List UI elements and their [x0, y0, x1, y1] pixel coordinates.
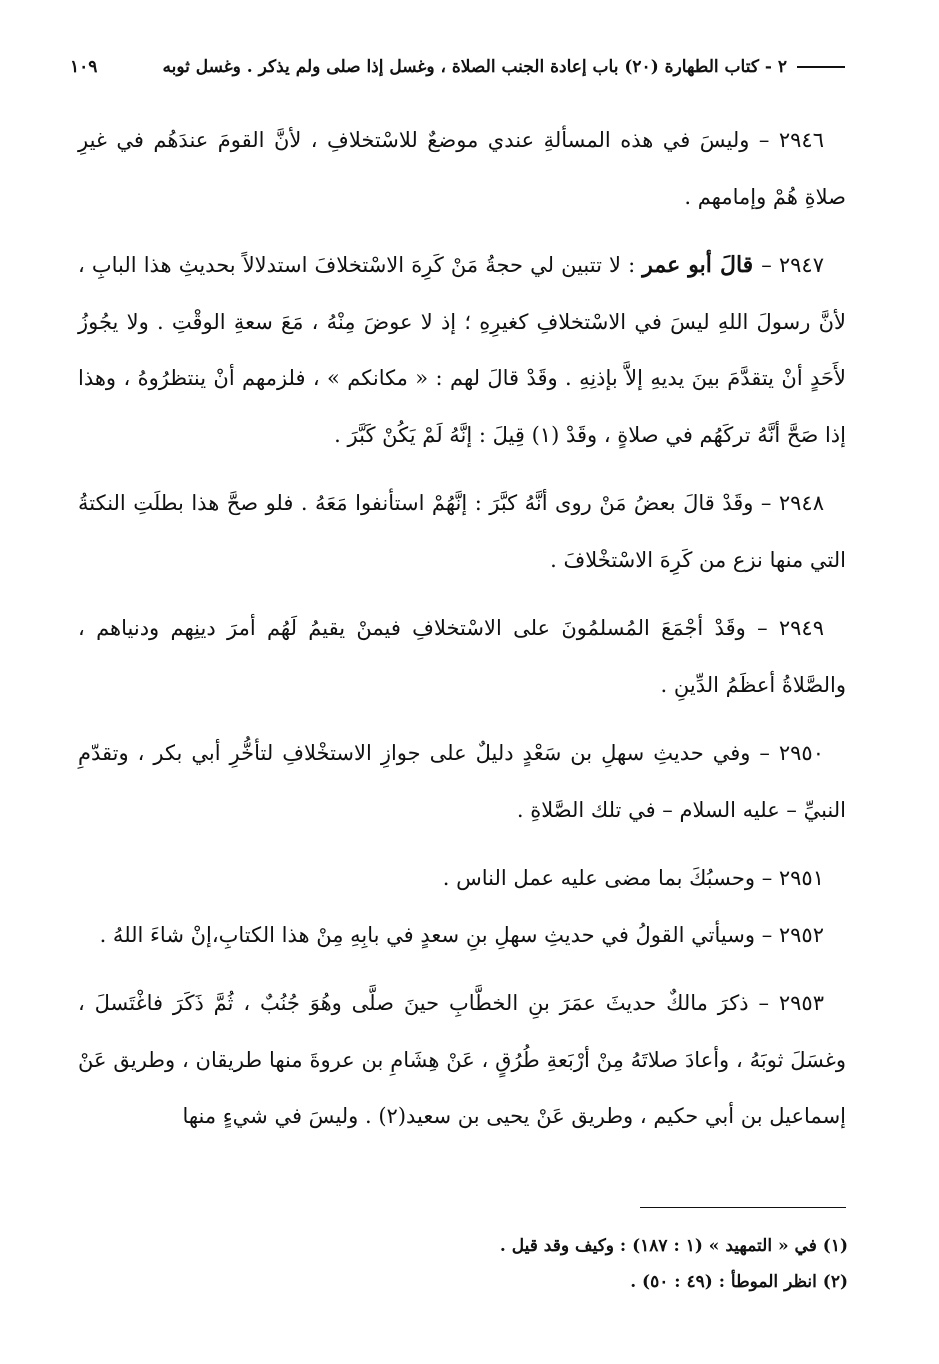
paragraph-2946 [78, 112, 846, 225]
paragraph-text: وليسَ في هذه المسألةِ عندي موضعٌ للاسْتخلافِ ، لأنَّ القومَ عندَهُم في غيرِ صلاةِ هُمْ وإمامهم . [78, 128, 846, 209]
paragraph-text: وحسبُكَ بما مضى عليه عمل الناس . [442, 866, 762, 890]
header-rule [797, 66, 845, 68]
page-number: ١٠٩ [70, 57, 98, 77]
paragraph-2950 [78, 725, 846, 838]
paragraph-2951 [78, 850, 846, 907]
main-text [78, 112, 846, 1157]
paragraph-2947 [78, 237, 846, 463]
paragraph-number: ٢٩٤٨ – [760, 491, 824, 515]
footnote-2: (٢) انظر الموطأ : (٤٩ : ٥٠) . [630, 1272, 848, 1292]
paragraph-text: : لا تتبين لي حجةُ مَنْ كَرِهَ الاسْتخلافَ استدلالاً بحديثِ هذا البابِ ، لأنَّ رسولَ اللهِ ليسَ في الاسْتخلافِ كغيرِهِ ؛ إذ لا عوضَ مِنْهُ ، مَعَ سعةِ الوقْتِ . ولا يجُوزُ لأَحَدٍ أنْ يتقدَّمَ بينَ يديهِ إلاَّ بإذنِهِ . وقَدْ قالَ لهم : « مكانكم » ، فلزمهم أنْ ينتظرُوهُ ، وهذا إذا صَحَّ أنَّهُ تركَهُم في صلاةٍ ، وقَدْ (١) قِيلَ : إنَّهُ لَمْ يَكُنْ كَبَّرَ . [78, 253, 846, 447]
paragraph-number: ٢٩٥٣ – [758, 991, 824, 1015]
running-title: ٢ - كتاب الطهارة (٢٠) باب إعادة الجنب الصلاة ، وغسل إذا صلى ولم يذكر . وغسل ثوبه [162, 57, 787, 77]
paragraph-2949 [78, 600, 846, 713]
paragraph-number: ٢٩٤٧ – [761, 253, 824, 277]
paragraph-2952 [78, 907, 846, 964]
footnote-divider [640, 1207, 846, 1208]
paragraph-number: ٢٩٤٩ – [757, 616, 824, 640]
paragraph-text: وقَدْ قالَ بعضُ مَنْ روى أنَّهُ كبَّرَ : إنَّهُمْ استأنفوا مَعَهُ . فلو صحَّ هذا بطلَتِ النكتةُ التي منها نزع من كَرِهَ الاسْتخْلافَ . [78, 491, 846, 572]
speaker-label: قالَ أبو عمر [642, 252, 762, 278]
paragraph-number: ٢٩٤٦ – [758, 128, 824, 152]
paragraph-number: ٢٩٥٢ – [761, 922, 824, 947]
paragraph-text: وقَدْ أجْمَعَ المُسلمُونَ على الاسْتخلافِ فيمنْ يقيمُ لَهُم أمرَ دينِهم ودنياهم ، والصَّلاةُ أعظَمُ الدِّينِ . [78, 616, 846, 697]
paragraph-2948 [78, 475, 846, 588]
paragraph-text: ذكرَ مالكٌ حديثَ عمَرَ بنِ الخطَّابِ حينَ صلَّى وهُوَ جُنُبٌ ، ثُمَّ ذَكَرَ فاغْتَسلَ ، وغسَلَ ثوبَهُ ، وأعادَ صلاتَهُ مِنْ أرْبَعةِ طُرُقٍ ، عَنْ هِشَامِ بن عروةَ منها طريقان ، وطريق عَنْ إسماعيل بن أبي حكيم ، وطريق عَنْ يحيى بن سعيد(٢) . وليسَ في شيءٍ منها [78, 991, 846, 1128]
paragraph-number: ٢٩٥٠ – [759, 741, 824, 765]
paragraph-2953 [78, 975, 846, 1145]
paragraph-text: وفي حديثِ سهلِ بن سَعْدٍ دليلٌ على جوازِ الاستخْلافِ لتأخُّرِ أبي بكر ، وتقدّمِ النبيِّ – عليه السلام – في تلك الصَّلاةِ . [78, 741, 846, 822]
paragraph-text: وسيأتي القولُ في حديثِ سهلِ بنِ سعدٍ في بابِهِ مِنْ هذا الكتابِ،إنْ شاءَ اللهُ . [99, 922, 762, 947]
paragraph-number: ٢٩٥١ – [761, 866, 824, 890]
footnotes [80, 1228, 848, 1300]
running-header [70, 52, 845, 82]
footnote-1: (١) في « التمهيد » (١ : ١٨٧) : وكيف وقد قيل . [499, 1236, 848, 1256]
